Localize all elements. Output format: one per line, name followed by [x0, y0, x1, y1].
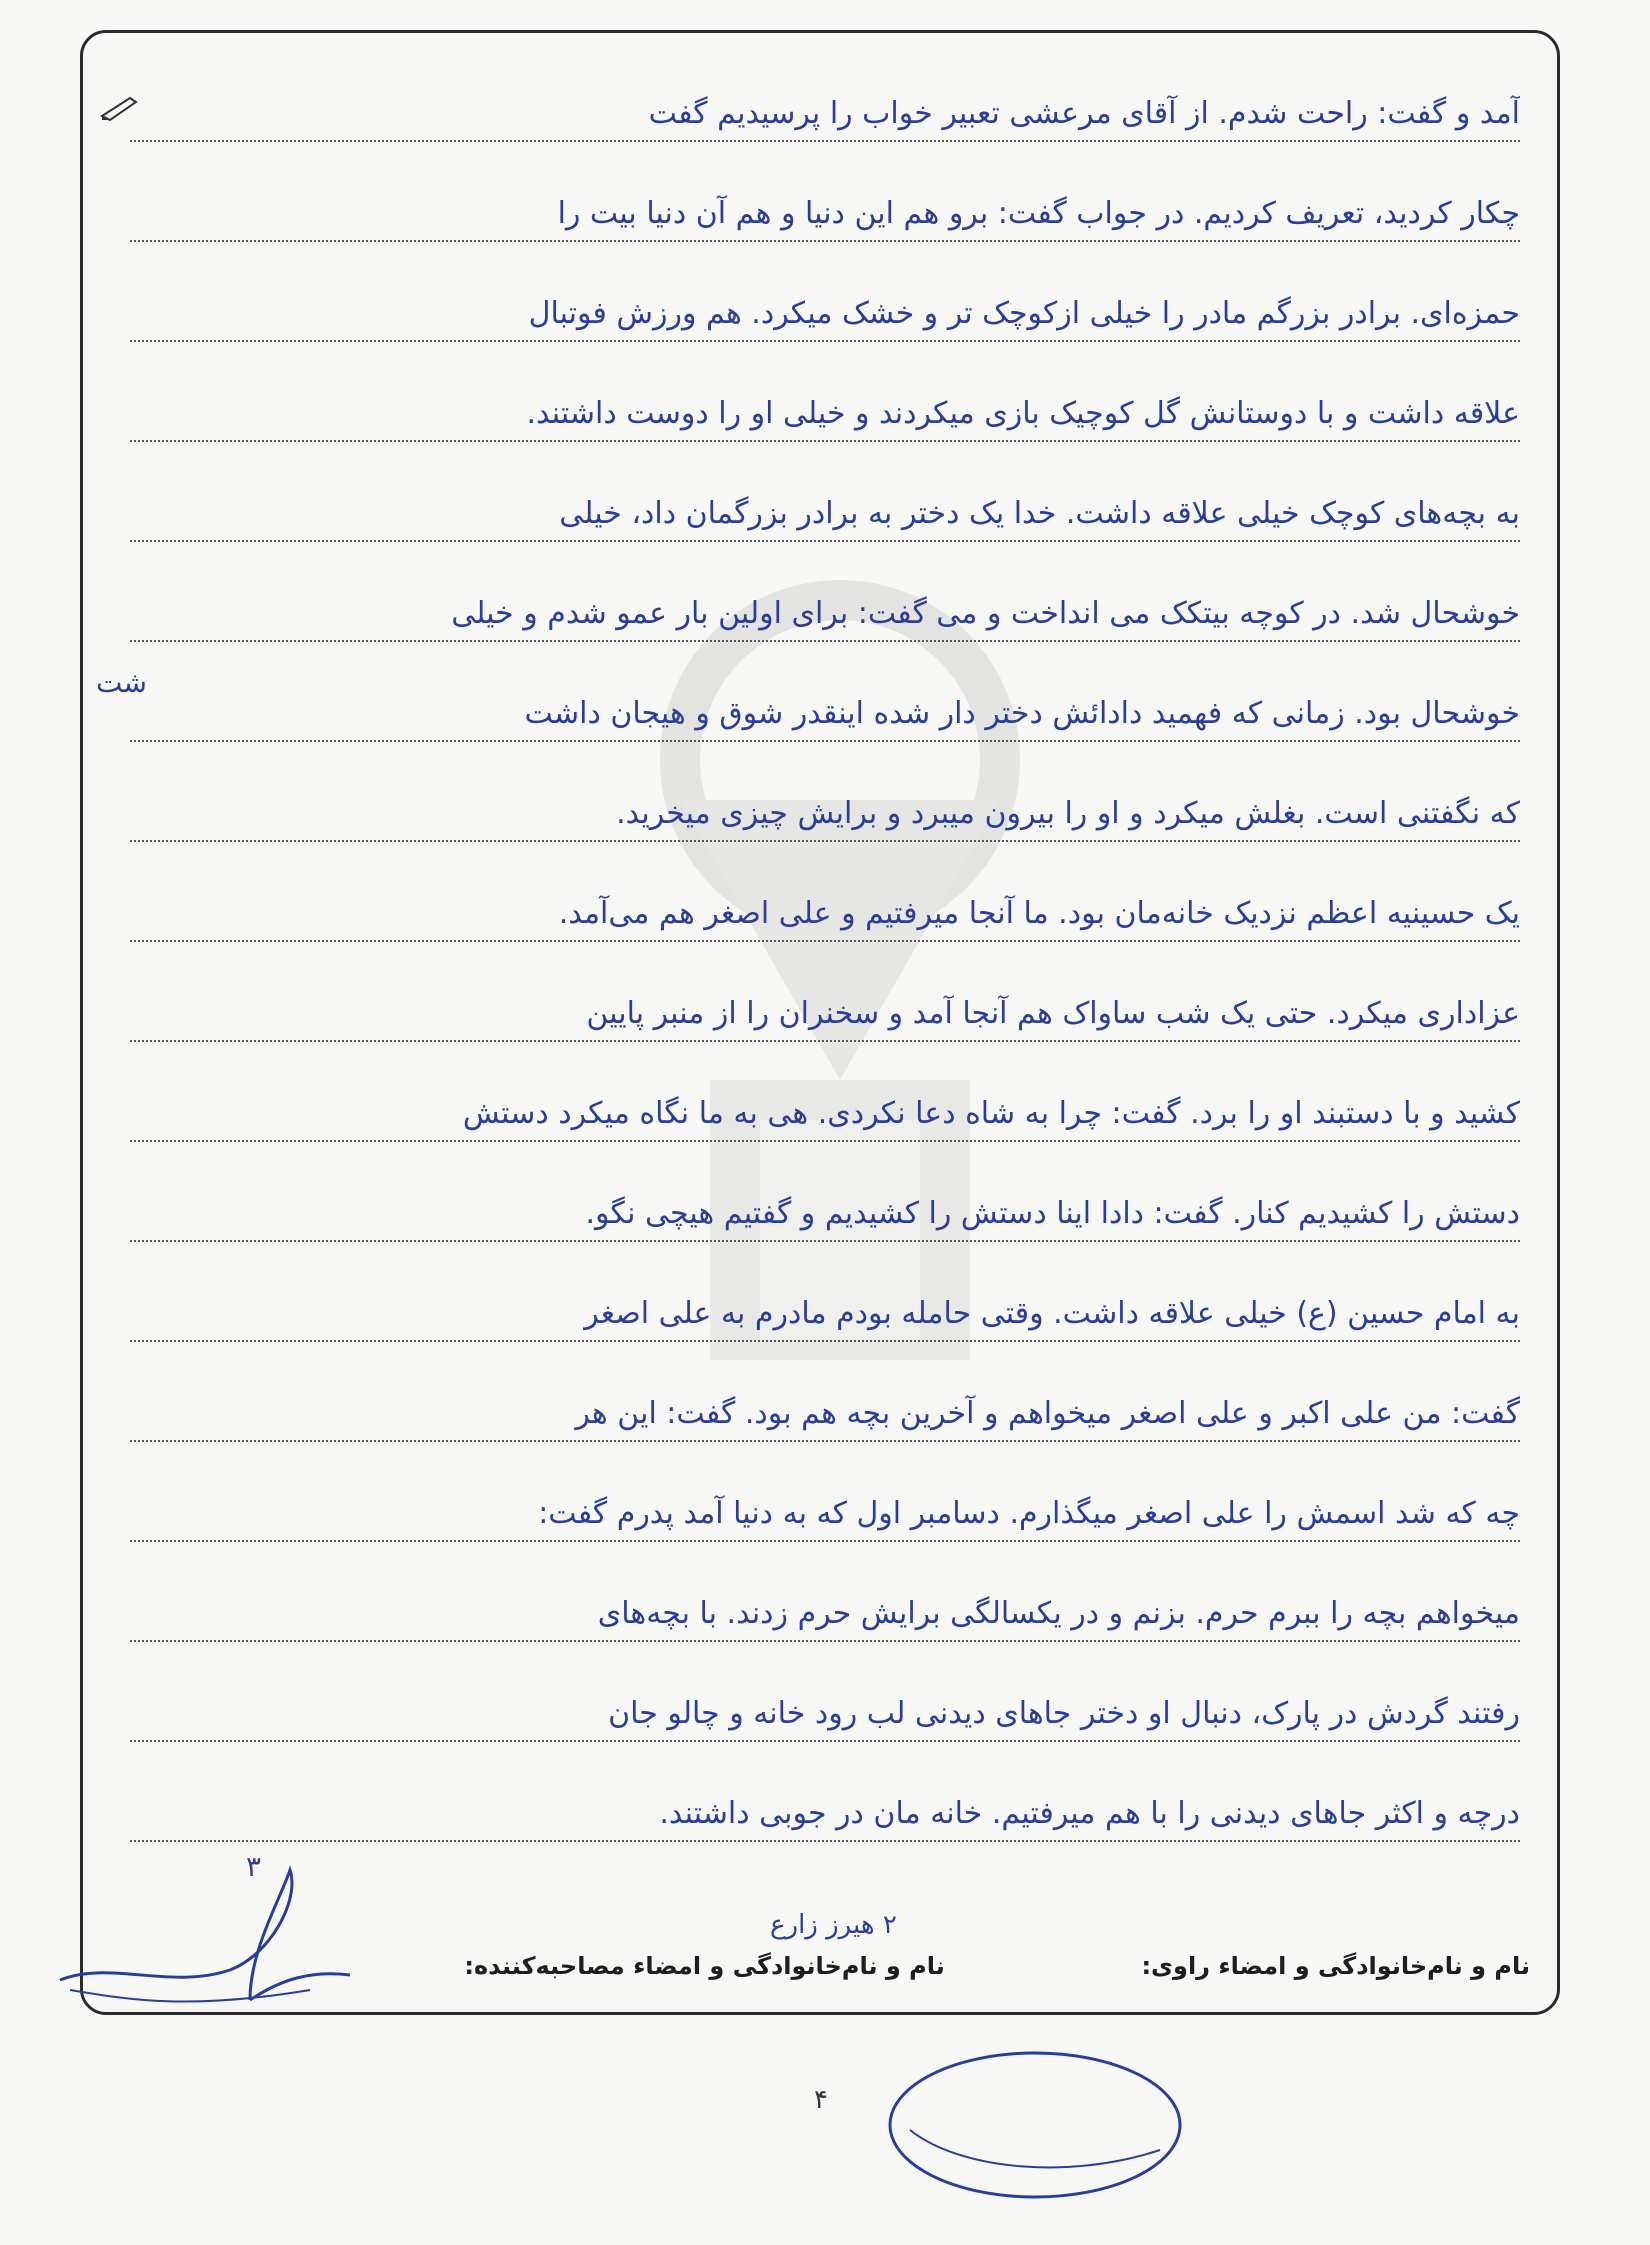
- text-line: حمزه‌ای. برادر بزرگم مادر را خیلی ازکوچک تر و خشک میکرد. هم ورزش فوتبال: [100, 260, 1540, 360]
- text-line: چکار کردید، تعریف کردیم. در جواب گفت: برو هم این دنیا و هم آن دنیا بیت را: [100, 160, 1540, 260]
- page-number: ۴: [814, 2085, 828, 2115]
- text-line: درچه و اکثر جاهای دیدنی را با هم میرفتیم. خانه مان در جوبی داشتند.: [100, 1760, 1540, 1860]
- text-line: یک حسینیه اعظم نزدیک خانه‌مان بود. ما آنجا میرفتیم و علی اصغر هم می‌آمد.: [100, 860, 1540, 960]
- text-line: آمد و گفت: راحت شدم. از آقای مرعشی تعبیر خواب را پرسیدیم گفت: [100, 60, 1540, 160]
- text-line: رفتند گردش در پارک، دنبال او دختر جاهای دیدنی لب رود خانه و چالو جان: [100, 1660, 1540, 1760]
- text-line: دستش را کشیدیم کنار. گفت: دادا اینا دستش را کشیدیم و گفتیم هیچی نگو.: [100, 1160, 1540, 1260]
- interviewer-label: نام و نام‌خانوادگی و امضاء مصاحبه‌کننده:: [464, 1952, 945, 1980]
- margin-note: شت: [96, 666, 147, 699]
- text-line: به امام حسین (ع) خیلی علاقه داشت. وقتی حامله بودم مادرم به علی اصغر: [100, 1260, 1540, 1360]
- text-line: که نگفتنی است. بغلش میکرد و او را بیرون میبرد و برایش چیزی میخرید.: [100, 760, 1540, 860]
- text-line: کشید و با دستبند او را برد. گفت: چرا به شاه دعا نکردی. هی به ما نگاه میکرد دستش: [100, 1060, 1540, 1160]
- narrator-signature: [870, 2040, 1200, 2210]
- margin-note-number: ۳: [246, 1850, 262, 1883]
- text-line: به بچه‌های کوچک خیلی علاقه داشت. خدا یک دختر به برادر بزرگمان داد، خیلی: [100, 460, 1540, 560]
- text-line: خوشحال بود. زمانی که فهمید دادائش دختر دار شده اینقدر شوق و هیجان داشت: [100, 660, 1540, 760]
- handwritten-body: [100, 60, 1540, 1860]
- interviewer-signature: [50, 1840, 380, 2030]
- narrator-label: نام و نام‌خانوادگی و امضاء راوی:: [1141, 1952, 1530, 1980]
- interviewer-name: ۲ هیرز زارع: [770, 1910, 897, 1940]
- text-line: خوشحال شد. در کوچه بیتکک می انداخت و می گفت: برای اولین بار عمو شدم و خیلی: [100, 560, 1540, 660]
- text-line: گفت: من علی اکبر و علی اصغر میخواهم و آخرین بچه هم بود. گفت: این هر: [100, 1360, 1540, 1460]
- text-line: میخواهم بچه را ببرم حرم. بزنم و در یکسالگی برایش حرم زدند. با بچه‌های: [100, 1560, 1540, 1660]
- text-line: چه که شد اسمش را علی اصغر میگذارم. دسامبر اول که به دنیا آمد پدرم گفت:: [100, 1460, 1540, 1560]
- text-line: عزاداری میکرد. حتی یک شب ساواک هم آنجا آمد و سخنران را از منبر پایین: [100, 960, 1540, 1060]
- text-line: علاقه داشت و با دوستانش گل کوچیک بازی میکردند و خیلی او را دوست داشتند.: [100, 360, 1540, 460]
